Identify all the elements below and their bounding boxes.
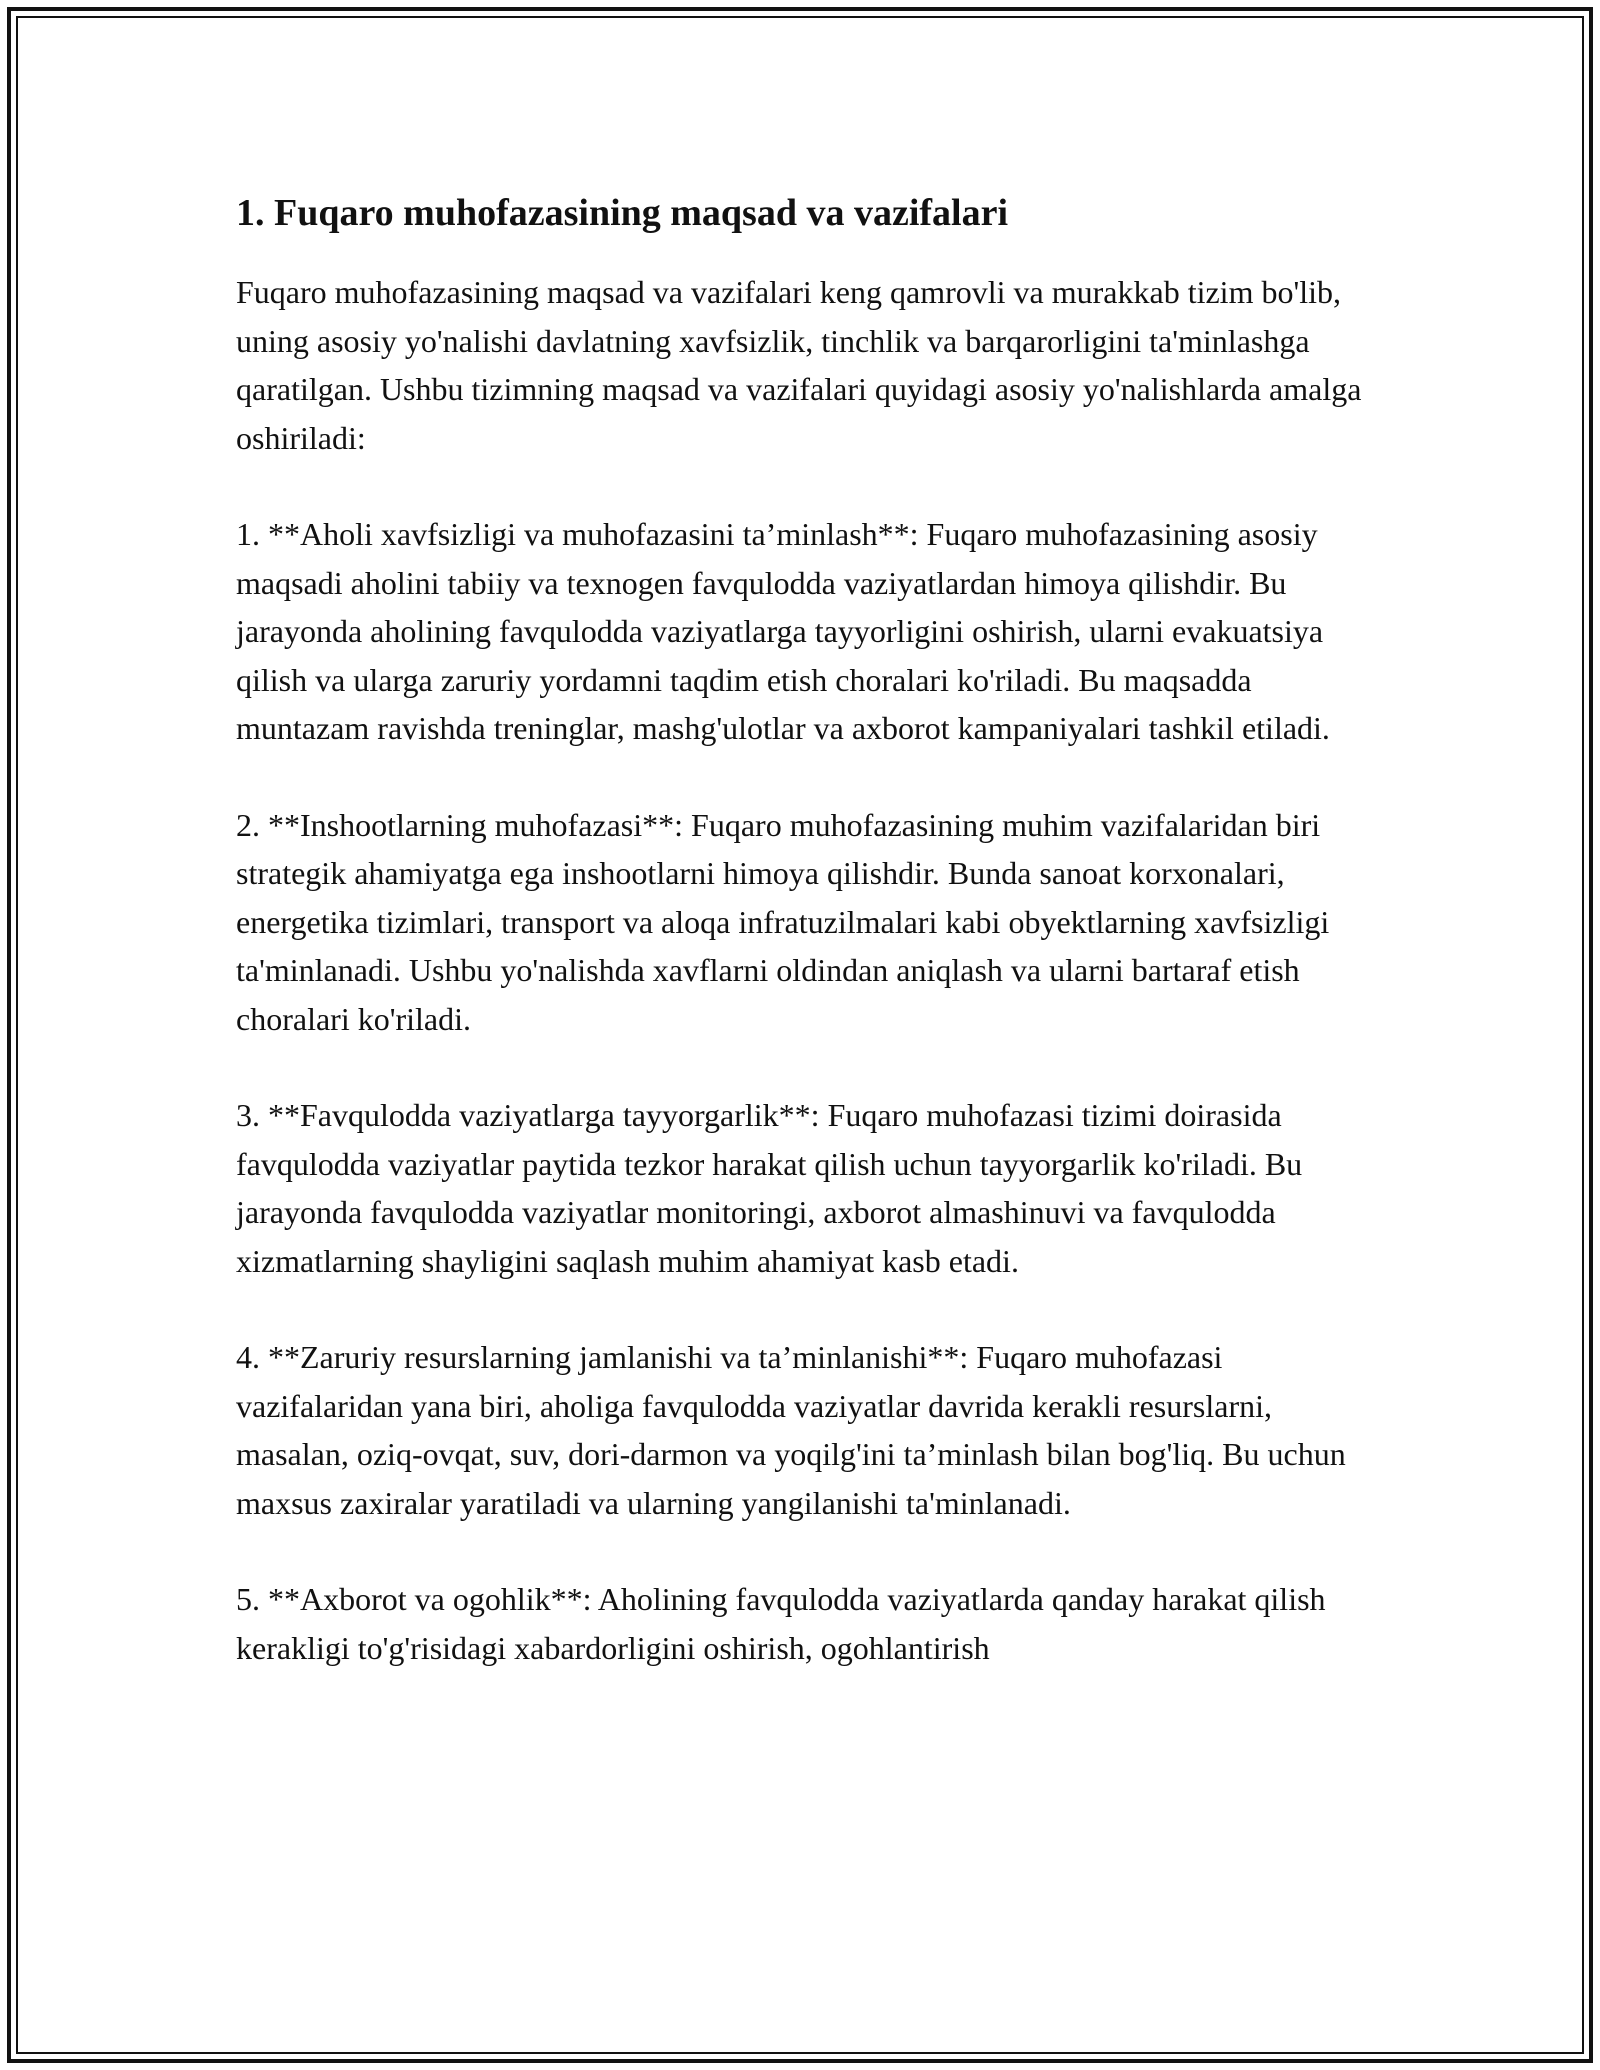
paragraph-item-3: 3. **Favqulodda vaziyatlarga tayyorgarlik**: Fuqaro muhofazasi tizimi doirasida favqulodda vaziyatlar paytida tezkor harakat qilish uchun tayyorgarlik ko'riladi. Bu jarayonda favqulodda vaziyatlar monitoringi, axborot almashinuvi va favqulodda xizmatlarning shayligini saqlash muhim ahamiyat kasb etadi.: [236, 1097, 1303, 1279]
paragraph-item-2: 2. **Inshootlarning muhofazasi**: Fuqaro muhofazasining muhim vazifalaridan biri strategik ahamiyatga ega inshootlarni himoya qilishdir. Bunda sanoat korxonalari, energetika tizimlari, transport va aloqa infratuzilmalari kabi obyektlarning xavfsizligi ta'minlanadi. Ushbu yo'nalishda xavflarni oldindan aniqlash va ularni bartaraf etish choralari ko'riladi.: [236, 806, 1330, 1037]
document-body: [236, 188, 1376, 1720]
paragraph-item-1: 1. **Aholi xavfsizligi va muhofazasini ta’minlash**: Fuqaro muhofazasining asosiy maqsadi aholini tabiiy va texnogen favqulodda vaziyatlardan himoya qilishdir. Bu jarayonda aholining favqulodda vaziyatlarga tayyorligini oshirish, ularni evakuatsiya qilish va ularga zaruriy yordamni taqdim etish choralari ko'riladi. Bu maqsadda muntazam ravishda treninglar, mashg'ulotlar va axborot kampaniyalari tashkil etiladi.: [236, 516, 1330, 746]
section-heading: 1. Fuqaro muhofazasining maqsad va vazifalari: [236, 192, 1009, 234]
paragraph-item-5: 5. **Axborot va ogohlik**: Aholining favqulodda vaziyatlarda qanday harakat qilish kerakligi to'g'risidagi xabardorligini oshirish, ogohlantirish: [236, 1581, 1326, 1666]
paragraph-item-4: 4. **Zaruriy resurslarning jamlanishi va ta’minlanishi**: Fuqaro muhofazasi vazifalaridan yana biri, aholiga favqulodda vaziyatlar davrida kerakli resurslarni, masalan, oziq-ovqat, suv, dori-darmon va yoqilg'ini ta’minlash bilan bog'liq. Bu uchun maxsus zaxiralar yaratiladi va ularning yangilanishi ta'minlanadi.: [236, 1339, 1346, 1521]
intro-paragraph: Fuqaro muhofazasining maqsad va vazifalari keng qamrovli va murakkab tizim bo'lib, uning asosiy yo'nalishi davlatning xavfsizlik, tinchlik va barqarorligini ta'minlashga qaratilgan. Ushbu tizimning maqsad va vazifalari quyidagi asosiy yo'nalishlarda amalga oshiriladi:: [236, 274, 1362, 456]
